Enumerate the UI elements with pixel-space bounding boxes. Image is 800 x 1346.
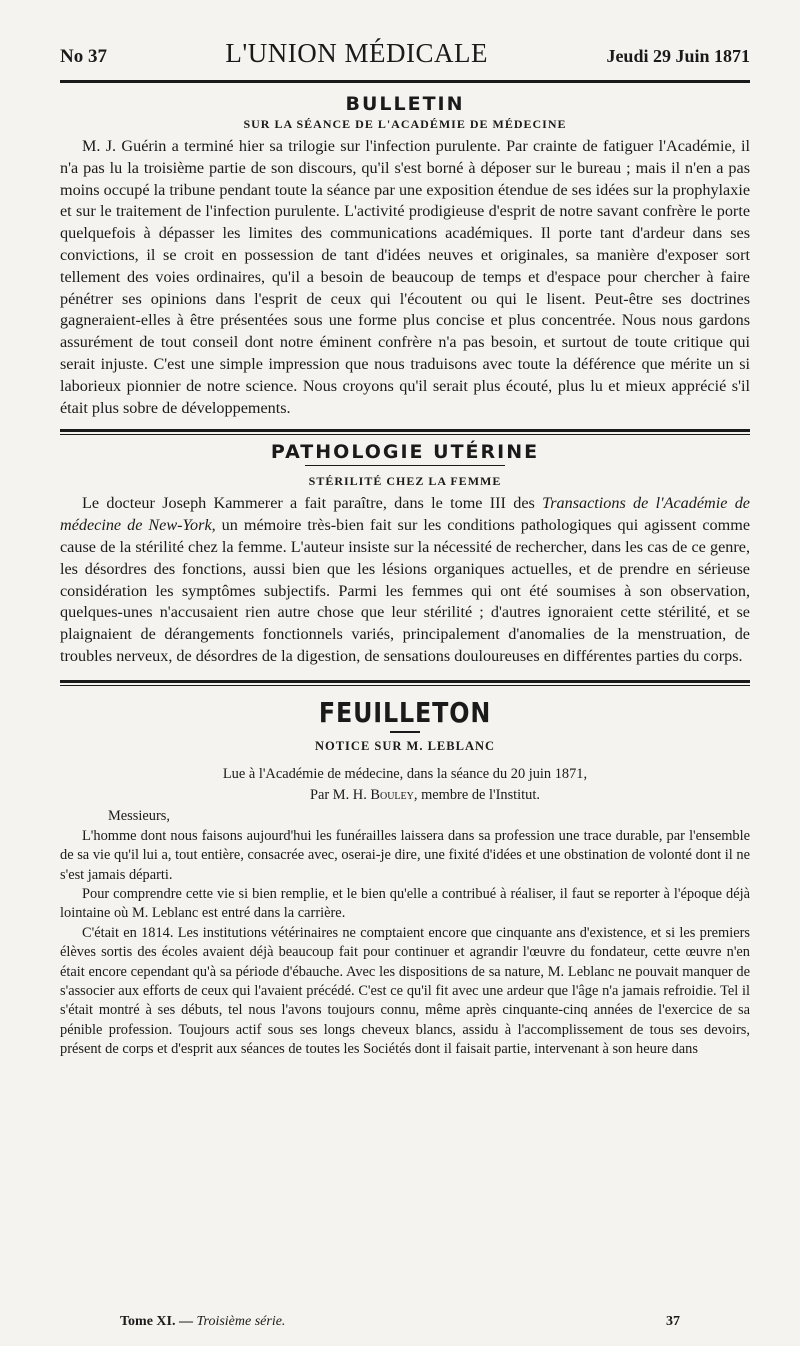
bulletin-title: BULLETIN <box>345 93 465 115</box>
author-suffix: , membre de l'Institut. <box>413 786 540 803</box>
pathologie-text-after: un mémoire très-bien fait sur les conditions pathologiques qui agissent comme cause de la stérilité chez la femme. L'auteur insiste sur la nécessité de rechercher, dans les cas de ce genre, les désordres des fonctions, aussi bien que les lésions organiques actuelles, et de prendre en sérieuse considération les symptômes subjectifs. Parmi les femmes qui ont été soumises à son observation, quelques-unes n'accusaient rien autre chose que leur stérilité ; d'autres ignoraient cette stérilité, et se plaignaient de dérangements fonctionnels variés, principalement d'anomalies de la menstruation, de troubles nerveux, de désordres de la digestion, de sensations douloureuses en différentes parties du corps. <box>60 516 751 665</box>
salutation: Messieurs, <box>108 807 170 824</box>
pathologie-text <box>60 493 750 667</box>
bulletin-text: M. J. Guérin a terminé hier sa trilogie sur l'infection purulente. Par crainte de fatiguer l'Académie, il n'a pas lu la troisième partie de son discours, qu'il s'est borné à déposer sur le bureau ; mais il n'en a pas moins occupé la tribune pendant toute la séance par une exposition étendue de ses idées sur la prophylaxie et sur le traitement de l'infection purulente. L'activité prodigieuse d'esprit de notre savant confrère le porte quelquefois à dépasser les limites des communications académiques. Il porte tant d'ardeur dans ses convictions, il se croit en possession de tant d'idées neuves et originales, sa manière d'exposer sort tellement des voies ordinaires, qu'il a besoin de beaucoup de temps et d'espace pour chercher à faire pénétrer ses opinions dans l'esprit de ceux qui l'écoutent ou qui le lisent. Peut-être ses doctrines gagneraient-elles à être présentées sous une forme plus concise et plus concentrée. Nous nous gardons assurément de tout conseil dont notre éminent confrère n'a pas besoin, et surtout de toute critique qui serait injuste. C'est une simple impression que nous traduisons avec toute la déférence que mérite un si laborieux pionnier de notre science. Nous croyons qu'il serait plus écouté, plus lu et mieux apprécié s'il était plus sobre de développements. <box>60 137 750 417</box>
pathologie-subtitle: STÉRILITÉ CHEZ LA FEMME <box>308 474 502 489</box>
feuilleton-dash <box>390 731 420 733</box>
pathologie-text-italic: Transactions de l'Académie de médecine de New-York, <box>60 494 750 535</box>
notice-title: NOTICE SUR M. LEBLANC <box>314 738 496 753</box>
read-line: Lue à l'Académie de médecine, dans la séance du 20 juin 1871, <box>222 765 588 782</box>
journal-title: L'UNION MÉDICALE <box>225 38 488 68</box>
bulletin-subtitle: SUR LA SÉANCE DE L'ACADÉMIE DE MÉDECINE <box>243 117 567 131</box>
feuilleton-paragraph-3: C'était en 1814. Les institutions vétérinaires ne comptaient encore que cinquante ans d'existence, et si les premiers élèves sortis des écoles avaient déjà beaucoup fait pour continuer et agrandir l'œuvre du fondateur, cette œuvre n'en était encore cependant qu'à sa période d'ébauche. Avec les dispositions de sa nature, M. Leblanc ne pouvait manquer de s'associer aux efforts de ceux qui l'avaient précédé. C'est ce qu'il fit avec une ardeur que l'âge n'a jamais refroidie. Tel il s'était montré à ses débuts, tel nous l'avons toujours connu, même après cinquante-cinq années de l'exercice de sa pénible profession. Toujours actif sous ses longs cheveux blancs, assidu à l'accomplissement de tous ses devoirs, présent de corps et d'esprit aux séances de toutes les Sociétés dont il faisait partie, intervenant à son heure dans <box>60 924 750 1058</box>
author-name: Bouley <box>370 786 414 803</box>
page-footer <box>120 1314 680 1330</box>
pathologie-title: PATHOLOGIE UTÉRINE <box>270 441 540 464</box>
author-line <box>60 785 750 806</box>
author-prefix: Par M. H. <box>310 786 371 803</box>
feuilleton-title: FEUILLETON <box>318 695 492 729</box>
feuilleton-paragraph-1: L'homme dont nous faisons aujourd'hui les funérailles laissera dans sa profession une trace durable, par l'ensemble de sa vie qu'il lui a, tout entière, consacrée avec, oserai-je dire, une fixité d'idées et une obstination de volonté dont il ne s'est jamais départi. <box>60 827 750 883</box>
page-number: 37 <box>666 1314 680 1329</box>
pathologie-text-before: Le docteur Joseph Kammerer a fait paraître, dans le tome III des <box>82 494 543 513</box>
issue-date: Jeudi 29 Juin 1871 <box>606 46 750 66</box>
footer-tome: Tome XI. — <box>120 1314 197 1329</box>
footer-series-name: Troisième série. <box>196 1314 286 1329</box>
masthead <box>60 38 750 80</box>
feuilleton-paragraph-2: Pour comprendre cette vie si bien remplie, et le bien qu'elle a contribué à réaliser, il faut se reporter à l'époque déjà lointaine où M. Leblanc est entré dans la carrière. <box>60 885 750 922</box>
issue-number: No 37 <box>60 46 107 67</box>
footer-series <box>120 1314 285 1330</box>
journal-page <box>60 38 750 1060</box>
